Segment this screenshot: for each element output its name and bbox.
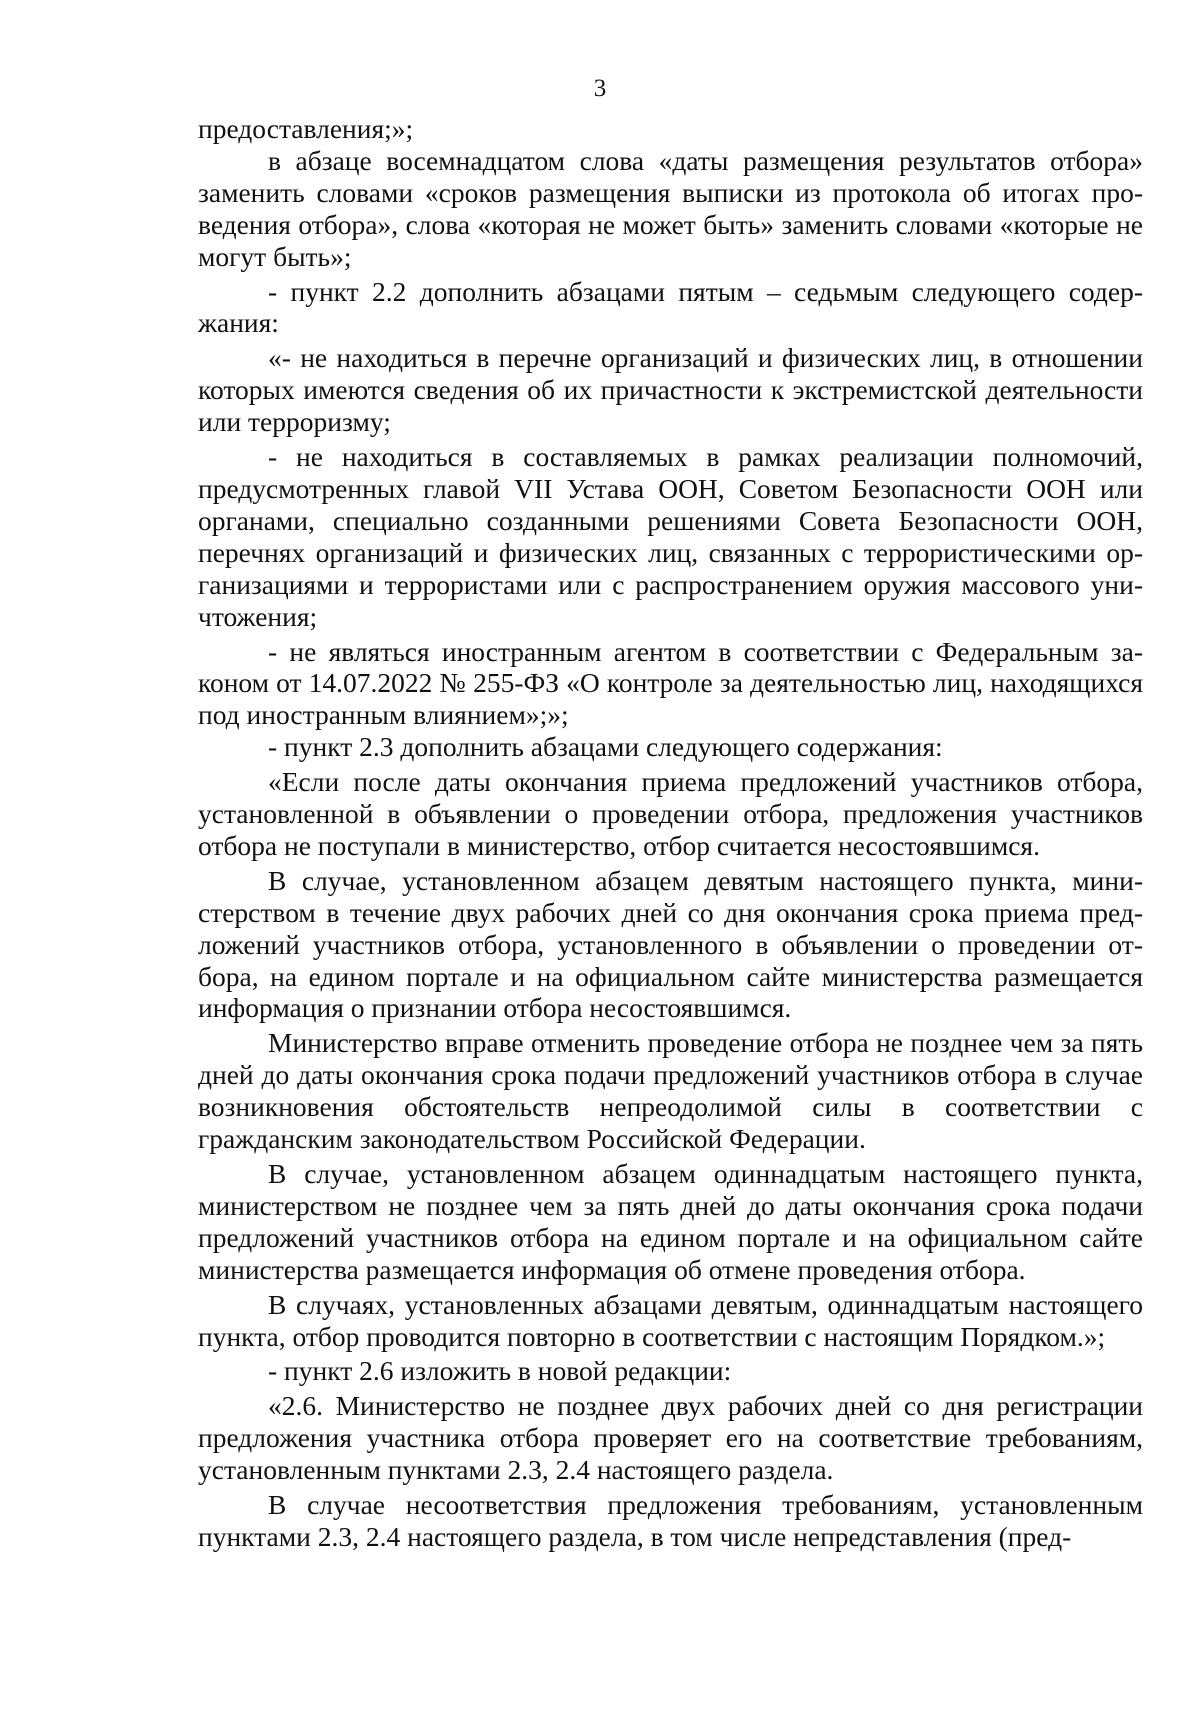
page-number: 3 — [593, 75, 607, 102]
paragraph-13: - пункт 2.6 изложить в новой редакции: — [268, 1355, 732, 1387]
paragraph-8: «Если после даты окончания приема предложений участников отбора, установленной в объявлении о проведении отбора, предложения участников отбора не поступали в министерство, отбор считается несостоявшимся. — [198, 766, 1143, 861]
paragraph-14: «2.6. Министерство не позднее двух рабочих дней со дня регистрации предложения участника отбора проверяет его на соответствие требованиям, установленным пунктами 2.3, 2.4 настоящего раздела. — [198, 1390, 1143, 1486]
paragraph-6: - не являться иностранным агентом в соответствии с Федеральным законом от 14.07.2022 № 255-ФЗ «О контроле за деятельностью лиц, находящихся под иностранным влиянием»;»; — [198, 635, 1143, 731]
paragraph-3: - пункт 2.2 дополнить абзацами пятым – седьмым следующего содержания: — [198, 275, 1143, 339]
paragraph-1: предоставления;»; — [198, 113, 414, 144]
paragraph-5: - не находиться в составляемых в рамках реализации полномочий, предусмотренных главой VII Устава ООН, Советом Безопасности ООН или органами, специально созданными решениями Совета Безопасности ООН, перечнях организаций и физических лиц, связанных с террористическими организациями и террористами или с распространением оружия массового уничтожения; — [198, 441, 1143, 632]
paragraph-15: В случае несоответствия предложения требованиям, установленным пунктами 2.3, 2.4 настоящего раздела, в том числе непредставления (пред- — [198, 1489, 1143, 1552]
paragraph-11: В случае, установленном абзацем одиннадцатым настоящего пункта, министерством не позднее чем за пять дней до даты окончания срока подачи предложений участников отбора на едином портале и на официальном сайте министерства размещается информация об отмене проведения отбора. — [198, 1158, 1143, 1285]
paragraph-10: Министерство вправе отменить проведение отбора не позднее чем за пять дней до даты окончания срока подачи предложений участников отбора в случае возникновения обстоятельств непреодолимой силы в соответствии с гражданским законодательством Российской Федерации. — [198, 1027, 1143, 1155]
paragraph-4: «- не находиться в перечне организаций и физических лиц, в отношении которых имеются сведения об их причастности к экстремистской деятельности или терроризму; — [198, 342, 1143, 438]
paragraph-12: В случаях, установленных абзацами девятым, одиннадцатым настоящего пункта, отбор проводится повторно в соответствии с настоящим Порядком.»; — [198, 1288, 1143, 1352]
paragraph-2: в абзаце восемнадцатом слова «даты размещения результатов отбора» заменить словами «сроков размещения выписки из протокола об итогах проведения отбора», слова «которая не может быть» заменить словами «которые не могут быть»; — [198, 144, 1143, 272]
paragraph-9: В случае, установленном абзацем девятым настоящего пункта, министерством в течение двух рабочих дней со дня окончания срока приема предложений участников отбора, установленного в объявлении о проведении отбора, на едином портале и на официальном сайте министерства размещается информация о признании отбора несостоявшимся. — [198, 864, 1143, 1024]
document-body — [198, 113, 1143, 1553]
paragraph-7: - пункт 2.3 дополнить абзацами следующего содержания: — [268, 731, 943, 763]
